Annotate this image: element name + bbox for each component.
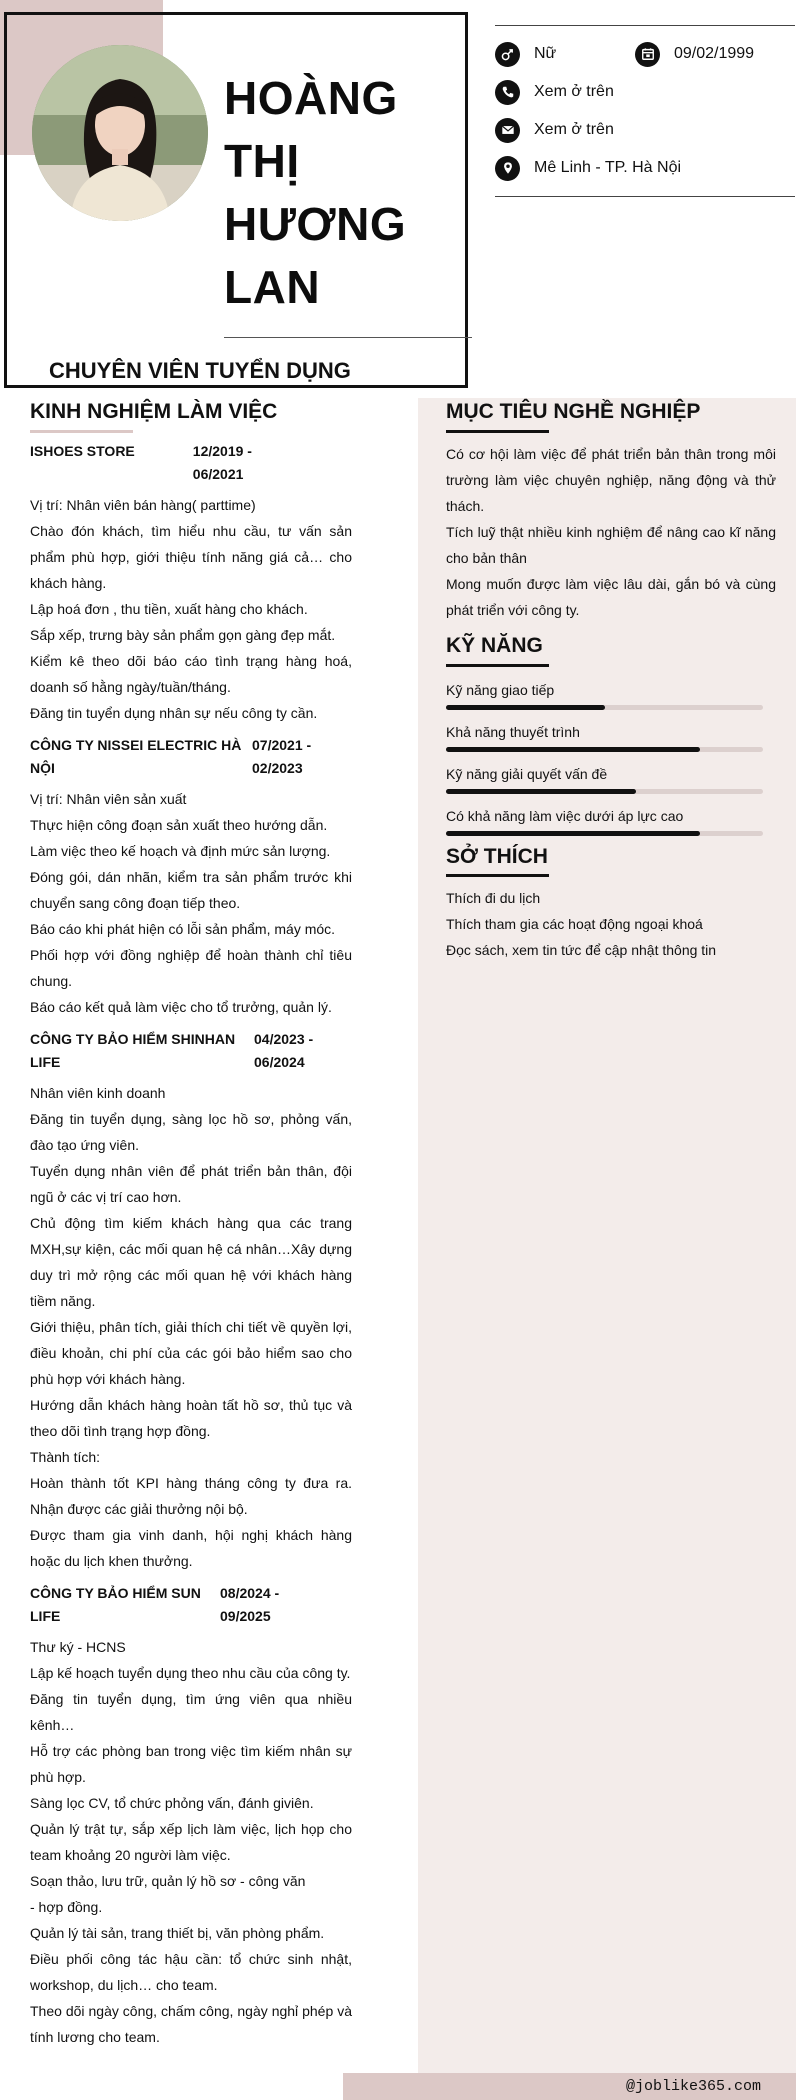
skill-track	[446, 747, 763, 752]
job-description	[30, 1080, 352, 1574]
job-company: ISHOES STORE	[30, 443, 135, 459]
job-dates: 12/2019 - 06/2021	[192, 443, 252, 482]
phone-icon	[495, 80, 520, 105]
job-line: Đăng tin tuyển dụng nhân sự nếu công ty cần.	[30, 705, 318, 721]
skill-fill	[446, 831, 700, 836]
skill-item	[446, 764, 776, 794]
job-company: CÔNG TY NISSEI ELECTRIC HÀ NỘI	[30, 737, 242, 776]
name-line: HƯƠNG	[224, 198, 407, 250]
skill-label: Có khả năng làm việc dưới áp lực cao	[446, 808, 684, 824]
skill-fill	[446, 789, 636, 794]
hobbies-list	[446, 885, 776, 963]
skill-item	[446, 680, 776, 710]
job-line: Theo dõi ngày công, chấm công, ngày nghỉ phép và tính lương cho team.	[30, 2003, 352, 2045]
job-line: Hướng dẫn khách hàng hoàn tất hồ sơ, thủ tục và theo dõi tình trạng hợp đồng.	[30, 1397, 352, 1439]
birthday-value: 09/02/1999	[674, 45, 755, 62]
job-line: Nhân viên kinh doanh	[30, 1085, 166, 1101]
job-line: Được tham gia vinh danh, hội nghị khách hàng hoặc du lịch khen thưởng.	[30, 1527, 352, 1569]
contact-divider-top	[495, 25, 795, 26]
job-line: Giới thiệu, phân tích, giải thích chi tiết về quyền lợi, điều khoản, chi phí của các gói bảo hiểm sao cho phù hợp với khách hàng.	[30, 1319, 352, 1387]
skill-track	[446, 831, 763, 836]
job-entry	[30, 1582, 352, 2050]
job-line: Soạn thảo, lưu trữ, quản lý hồ sơ - công văn	[30, 1873, 306, 1889]
job-dates: 07/2021 - 02/2023	[252, 737, 312, 776]
objective-line: Có cơ hội làm việc để phát triển bản thân trong môi trường làm việc chuyên nghiệp, năng động và thử thách.	[446, 446, 776, 514]
objective-underline	[446, 430, 549, 433]
job-line: Quản lý tài sản, trang thiết bị, văn phòng phẩm.	[30, 1925, 325, 1941]
job-line: Đăng tin tuyển dụng, sàng lọc hồ sơ, phỏng vấn, đào tạo ứng viên.	[30, 1111, 352, 1153]
avatar	[32, 45, 208, 221]
job-line: Sàng lọc CV, tổ chức phỏng vấn, đánh giviên.	[30, 1795, 314, 1811]
job-description	[30, 492, 352, 726]
objective-text	[446, 441, 776, 623]
job-line: Đăng tin tuyển dụng, tìm ứng viên qua nhiều kênh…	[30, 1691, 352, 1733]
name-line: THỊ	[224, 135, 300, 187]
footer-watermark: @joblike365.com	[626, 2078, 762, 2095]
objective-title: MỤC TIÊU NGHỀ NGHIỆP	[446, 400, 701, 423]
experience-underline	[30, 430, 133, 433]
name-divider	[224, 337, 472, 338]
job-line: Kiểm kê theo dõi báo cáo tình trạng hàng hoá, doanh số hằng ngày/tuần/tháng.	[30, 653, 352, 695]
experience-title: KINH NGHIỆM LÀM VIỆC	[30, 400, 278, 423]
contact-address	[495, 155, 681, 181]
job-description	[30, 1634, 352, 2050]
hobby-item: Thích tham gia các hoạt động ngoại khoá	[446, 916, 703, 932]
header-frame	[4, 12, 468, 388]
skill-item	[446, 806, 776, 836]
job-line: Lập kế hoạch tuyển dụng theo nhu cầu của công ty.	[30, 1665, 351, 1681]
skill-track	[446, 705, 763, 710]
gender-value: Nữ	[534, 45, 557, 62]
job-line: Hoàn thành tốt KPI hàng tháng công ty đưa ra. Nhận được các giải thưởng nội bộ.	[30, 1475, 352, 1517]
gender-icon	[495, 42, 520, 67]
address-value: Mê Linh - TP. Hà Nội	[534, 159, 682, 176]
job-line: Tuyển dụng nhân viên để phát triển bản thân, đội ngũ ở các vị trí cao hơn.	[30, 1163, 352, 1205]
skills-underline	[446, 664, 549, 667]
job-line: Chủ động tìm kiếm khách hàng qua các trang MXH,sự kiện, các mối quan hệ cá nhân…Xây dựng duy trì mở rộng các mối quan hệ với khách hàng tiềm năng.	[30, 1215, 352, 1309]
job-line: Báo cáo khi phát hiện có lỗi sản phẩm, máy móc.	[30, 921, 336, 937]
job-description	[30, 786, 352, 1020]
phone-value: Xem ở trên	[534, 83, 614, 100]
job-header	[30, 1582, 352, 1628]
job-header	[30, 734, 352, 780]
job-line: Phối hợp với đồng nghiệp để hoàn thành chỉ tiêu chung.	[30, 947, 352, 989]
objective-line: Tích luỹ thật nhiều kinh nghiệm để nâng cao kĩ năng cho bản thân	[446, 524, 776, 566]
job-line: Làm việc theo kế hoạch và định mức sản lượng.	[30, 843, 331, 859]
skill-fill	[446, 747, 700, 752]
job-dates: 08/2024 - 09/2025	[220, 1585, 280, 1624]
hobbies-title: SỞ THÍCH	[446, 845, 548, 868]
job-entry	[30, 734, 352, 1020]
email-icon	[495, 118, 520, 143]
job-title: CHUYÊN VIÊN TUYỂN DỤNG	[49, 358, 351, 383]
skills-title: KỸ NĂNG	[446, 634, 543, 657]
job-line: Chào đón khách, tìm hiểu nhu cầu, tư vấn sản phẩm phù hợp, giới thiệu tính năng giá cả… cho khách hàng.	[30, 523, 352, 591]
job-entry	[30, 440, 352, 726]
job-line: Quản lý trật tự, sắp xếp lịch làm việc, lịch họp cho team khoảng 20 người làm việc.	[30, 1821, 352, 1863]
job-line: Đóng gói, dán nhãn, kiểm tra sản phẩm trước khi chuyển sang công đoạn tiếp theo.	[30, 869, 352, 911]
calendar-icon	[635, 42, 660, 67]
candidate-name	[224, 67, 464, 319]
email-value: Xem ở trên	[534, 121, 614, 138]
job-line: Thực hiện công đoạn sản xuất theo hướng dẫn.	[30, 817, 328, 833]
hobbies-underline	[446, 874, 549, 877]
skill-label: Khả năng thuyết trình	[446, 724, 580, 740]
contact-birthday	[635, 41, 754, 67]
job-line: Vị trí: Nhân viên bán hàng( parttime)	[30, 497, 256, 513]
skill-fill	[446, 705, 605, 710]
job-line: Thành tích:	[30, 1449, 101, 1465]
skill-track	[446, 789, 763, 794]
job-line: Lập hoá đơn , thu tiền, xuất hàng cho khách.	[30, 601, 308, 617]
job-line: Thư ký - HCNS	[30, 1639, 126, 1655]
name-line: LAN	[224, 261, 321, 313]
job-header	[30, 1028, 352, 1074]
contact-gender	[495, 41, 556, 67]
contact-divider-bottom	[495, 196, 795, 197]
hobby-item: Thích đi du lịch	[446, 890, 541, 906]
contact-phone	[495, 79, 614, 105]
hobby-item: Đọc sách, xem tin tức để cập nhật thông tin	[446, 942, 717, 958]
job-dates: 04/2023 - 06/2024	[254, 1031, 314, 1070]
name-line: HOÀNG	[224, 72, 398, 124]
job-line: Vị trí: Nhân viên sản xuất	[30, 791, 187, 807]
experience-list	[30, 440, 352, 2058]
objective-line: Mong muốn được làm việc lâu dài, gắn bó và cùng phát triển với công ty.	[446, 576, 776, 618]
job-header	[30, 440, 352, 486]
job-company: CÔNG TY BẢO HIỂM SUN LIFE	[30, 1585, 201, 1624]
job-company: CÔNG TY BẢO HIỂM SHINHAN LIFE	[30, 1031, 236, 1070]
skills-list	[446, 680, 776, 848]
job-line: Hỗ trợ các phòng ban trong việc tìm kiếm nhân sự phù hợp.	[30, 1743, 352, 1785]
contact-email	[495, 117, 614, 143]
job-line: Báo cáo kết quả làm việc cho tổ trưởng, quản lý.	[30, 999, 332, 1015]
job-line: Sắp xếp, trưng bày sản phẩm gọn gàng đẹp mắt.	[30, 627, 336, 643]
job-entry	[30, 1028, 352, 1574]
skill-label: Kỹ năng giải quyết vấn đề	[446, 766, 608, 782]
skill-item	[446, 722, 776, 752]
skill-label: Kỹ năng giao tiếp	[446, 682, 555, 698]
job-line: Điều phối công tác hậu cần: tổ chức sinh nhật, workshop, du lịch… cho team.	[30, 1951, 352, 1993]
job-line: - hợp đồng.	[30, 1899, 103, 1915]
location-icon	[495, 156, 520, 181]
